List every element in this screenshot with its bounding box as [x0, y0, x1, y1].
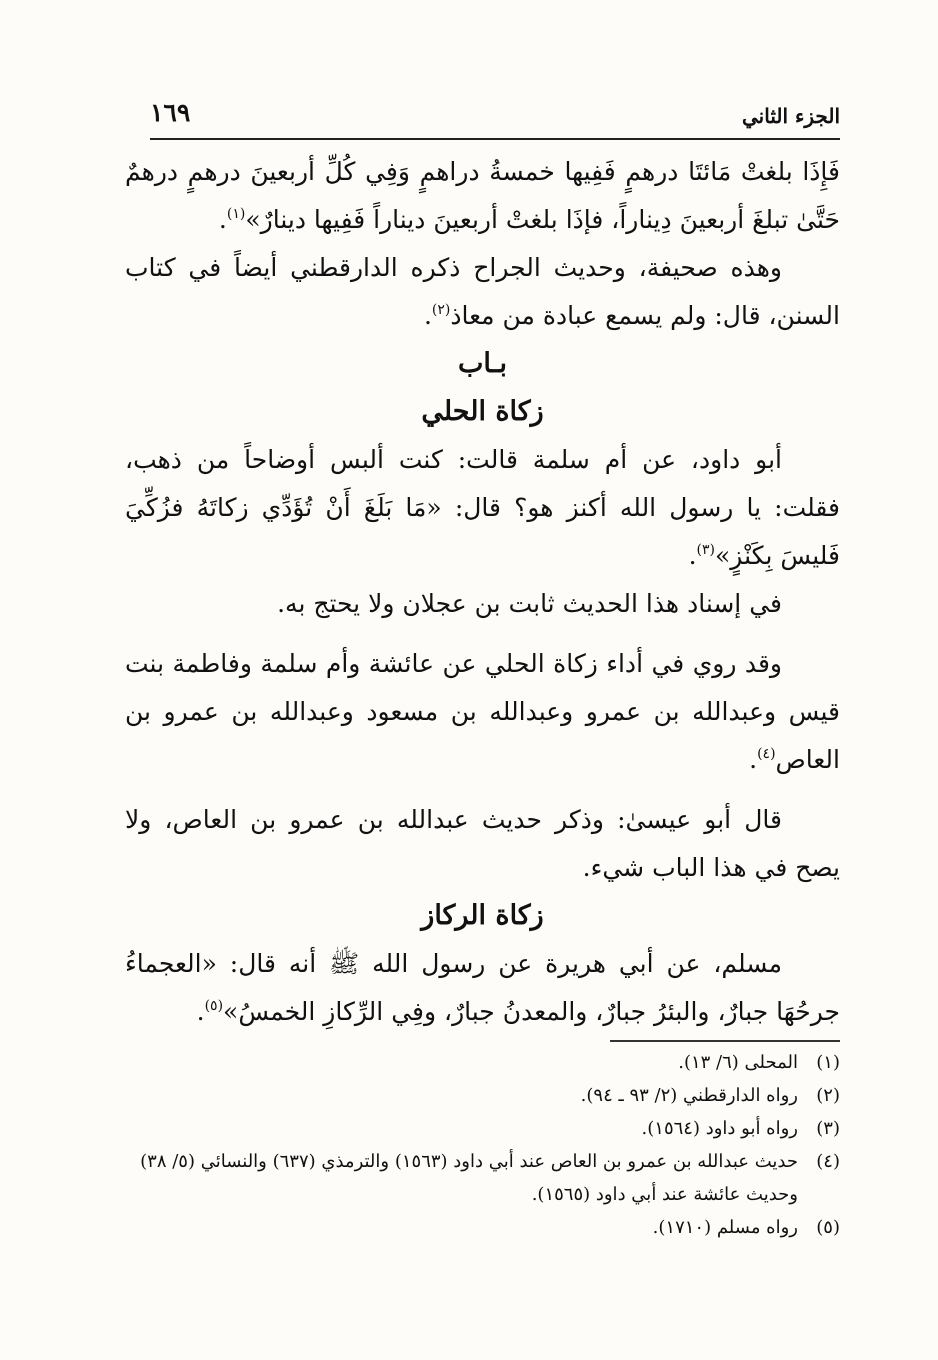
footnote-number: (١): [816, 1052, 840, 1073]
footnote-text: رواه مسلم (١٧١٠).: [652, 1217, 798, 1238]
paragraph-end: .: [196, 997, 205, 1026]
footnote: [125, 1046, 840, 1079]
paragraph-narrations: [125, 640, 840, 784]
main-text: [125, 148, 840, 1036]
footnote-ref: (٣): [696, 542, 715, 558]
footnote-text: المحلى (٦/ ١٣).: [678, 1052, 798, 1073]
paragraph-text: فَإِذَا بلغتْ مَائتَا درهمٍ فَفِيها خمسةُ دراهمٍ وَفِي كُلِّ أربعينَ درهمٍ درهمٌ حَتَّىٰ تبلغَ أربعينَ دِيناراً، فإذَا بلغتْ أربعينَ ديناراً فَفِيها دينارٌ»: [125, 157, 840, 234]
footnote-ref: (٥): [204, 998, 224, 1014]
paragraph-text: وقد روي في أداء زكاة الحلي عن عائشة وأم سلمة وفاطمة بنت قيس وعبدالله بن عمرو وعبدالله بن مسعود وعبدالله بن عمرو بن العاص: [125, 649, 840, 774]
footnote: [125, 1079, 840, 1112]
footnote-ref: (٤): [757, 746, 776, 762]
paragraph-muslim: [125, 940, 840, 1036]
footnote-text: حديث عبدالله بن عمرو بن العاص عند أبي داود (١٥٦٣) والترمذي (٦٣٧) والنسائي (٥/ ٣٨) وحديث عائشة عند أبي داود (١٥٦٥).: [140, 1151, 798, 1205]
paragraph-abu-dawud: [125, 436, 840, 580]
footnote: [125, 1145, 840, 1211]
footnote-separator: [610, 1040, 840, 1042]
footnote-number: (٢): [816, 1085, 840, 1106]
section-heading-zakat-huli: زكاة الحلي: [421, 396, 544, 427]
footnote-ref: (٢): [431, 302, 451, 318]
running-title: الجزء الثاني: [742, 104, 840, 128]
paragraph-isnad: في إسناد هذا الحديث ثابت بن عجلان ولا يحتج به.: [277, 589, 782, 618]
footnote: [125, 1112, 840, 1145]
footnote-ref: (١): [226, 206, 246, 222]
paragraph-end: .: [218, 205, 227, 234]
page-header: [150, 98, 840, 140]
footnote-text: رواه أبو داود (١٥٦٤).: [641, 1118, 798, 1139]
paragraph-text: أبو داود، عن أم سلمة قالت: كنت ألبس أوضاحاً من ذهب، فقلت: يا رسول الله أكنز هو؟ قال: «مَا بَلَغَ أَنْ تُؤَدِّي زكاتَهُ فزُكِّيَ فَليسَ بِكَنْزٍ»: [125, 445, 840, 570]
paragraph-hadith-continuation: [125, 148, 840, 244]
footnote-text: رواه الدارقطني (٢/ ٩٣ ـ ٩٤).: [580, 1085, 798, 1106]
paragraph-text: وهذه صحيفة، وحديث الجراح ذكره الدارقطني أيضاً في كتاب السنن، قال: ولم يسمع عبادة من معاذ: [125, 253, 840, 330]
paragraph-end: .: [688, 541, 697, 570]
section-heading-rikaz: زكاة الركاز: [421, 900, 544, 931]
footnote: [125, 1211, 840, 1244]
paragraph-end: .: [749, 745, 758, 774]
footnote-number: (٣): [816, 1118, 840, 1139]
footnotes: [125, 1046, 840, 1244]
paragraph-end: .: [423, 301, 432, 330]
page-number: ١٦٩: [150, 98, 191, 127]
chapter-heading: بـاب: [457, 348, 508, 379]
paragraph-text: مسلم، عن أبي هريرة عن رسول الله ﷺ أنه قال: «العجماءُ جرحُهَا جبارٌ، والبئرُ جبارٌ، والمعدنُ جبارٌ، وفِي الرِّكازِ الخمسُ»: [125, 949, 840, 1026]
footnote-number: (٥): [816, 1217, 840, 1238]
footnote-number: (٤): [816, 1151, 840, 1172]
paragraph-abu-isa: قال أبو عيسىٰ: وذكر حديث عبدالله بن عمرو بن العاص، ولا يصح في هذا الباب شيء.: [125, 805, 840, 882]
paragraph-daraqutni: [125, 244, 840, 340]
